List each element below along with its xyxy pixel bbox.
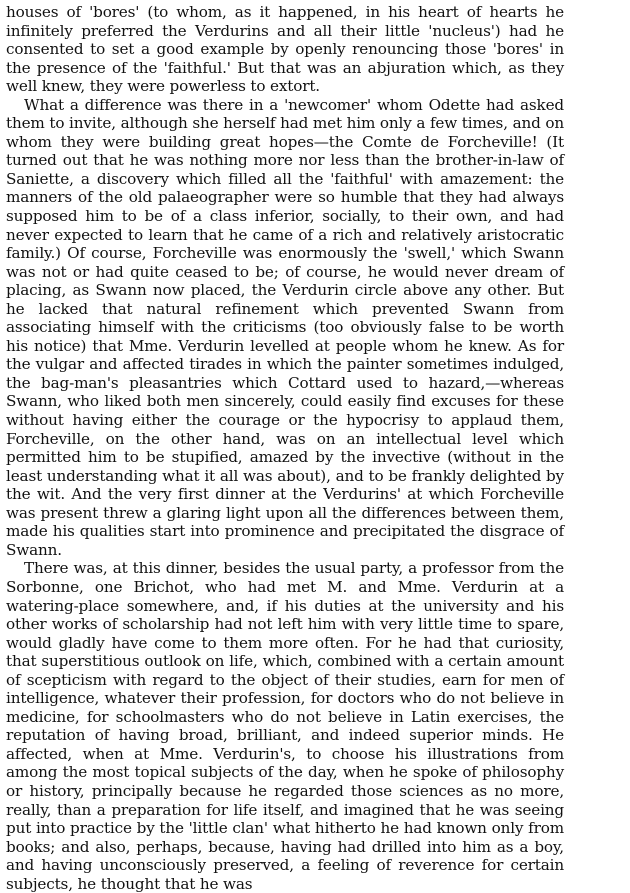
page-text-block [6, 3, 564, 893]
paragraph-continuation: houses of 'bores' (to whom, as it happened, in his heart of hearts he infinitely preferred the Verdurins and all their little 'nucleus') had he consented to set a good example by openly renouncing those 'bores' in the presence of the 'faithful.' But that was an abjuration which, as they well knew, they were powerless to extort. [6, 3, 564, 96]
paragraph-brichot: There was, at this dinner, besides the usual party, a professor from the Sorbonne, one Brichot, who had met M. and Mme. Verdurin at a watering-place somewhere, and, if his duties at the university and his other works of scholarship had not left him with very little time to spare, would gladly have come to them more often. For he had that curiosity, that superstitious outlook on life, which, combined with a certain amount of scepticism with regard to the object of their studies, earn for men of intelligence, whatever their profession, for doctors who do not believe in medicine, for schoolmasters who do not believe in Latin exercises, the reputation of having broad, brilliant, and indeed superior minds. He affected, when at Mme. Verdurin's, to choose his illustrations from among the most topical subjects of the day, when he spoke of philosophy or history, principally because he regarded those sciences as no more, really, than a preparation for life itself, and imagined that he was seeing put into practice by the 'little clan' what hitherto he had known only from books; and also, perhaps, because, having had drilled into him as a boy, and having unconsciously preserved, a feeling of reverence for certain subjects, he thought that he was [6, 559, 564, 893]
paragraph-forcheville: What a difference was there in a 'newcomer' whom Odette had asked them to invite, although she herself had met him only a few times, and on whom they were building great hopes—the Comte de Forcheville! (It turned out that he was nothing more nor less than the brother-in-law of Saniette, a discovery which filled all the 'faithful' with amazement: the manners of the old palaeographer were so humble that they had always supposed him to be of a class inferior, socially, to their own, and had never expected to learn that he came of a rich and relatively aristocratic family.) Of course, Forcheville was enormously the 'swell,' which Swann was not or had quite ceased to be; of course, he would never dream of placing, as Swann now placed, the Verdurin circle above any other. But he lacked that natural refinement which prevented Swann from associating himself with the criticisms (too obviously false to be worth his notice) that Mme. Verdurin levelled at people whom he knew. As for the vulgar and affected tirades in which the painter sometimes indulged, the bag-man's pleasantries which Cottard used to hazard,—whereas Swann, who liked both men sincerely, could easily find excuses for these without having either the courage or the hypocrisy to applaud them, Forcheville, on the other hand, was on an intellectual level which permitted him to be stupified, amazed by the invective (without in the least understanding what it all was about), and to be frankly delighted by the wit. And the very first dinner at the Verdurins' at which Forcheville was present threw a glaring light upon all the differences between them, made his qualities start into prominence and precipitated the disgrace of Swann. [6, 95, 564, 559]
